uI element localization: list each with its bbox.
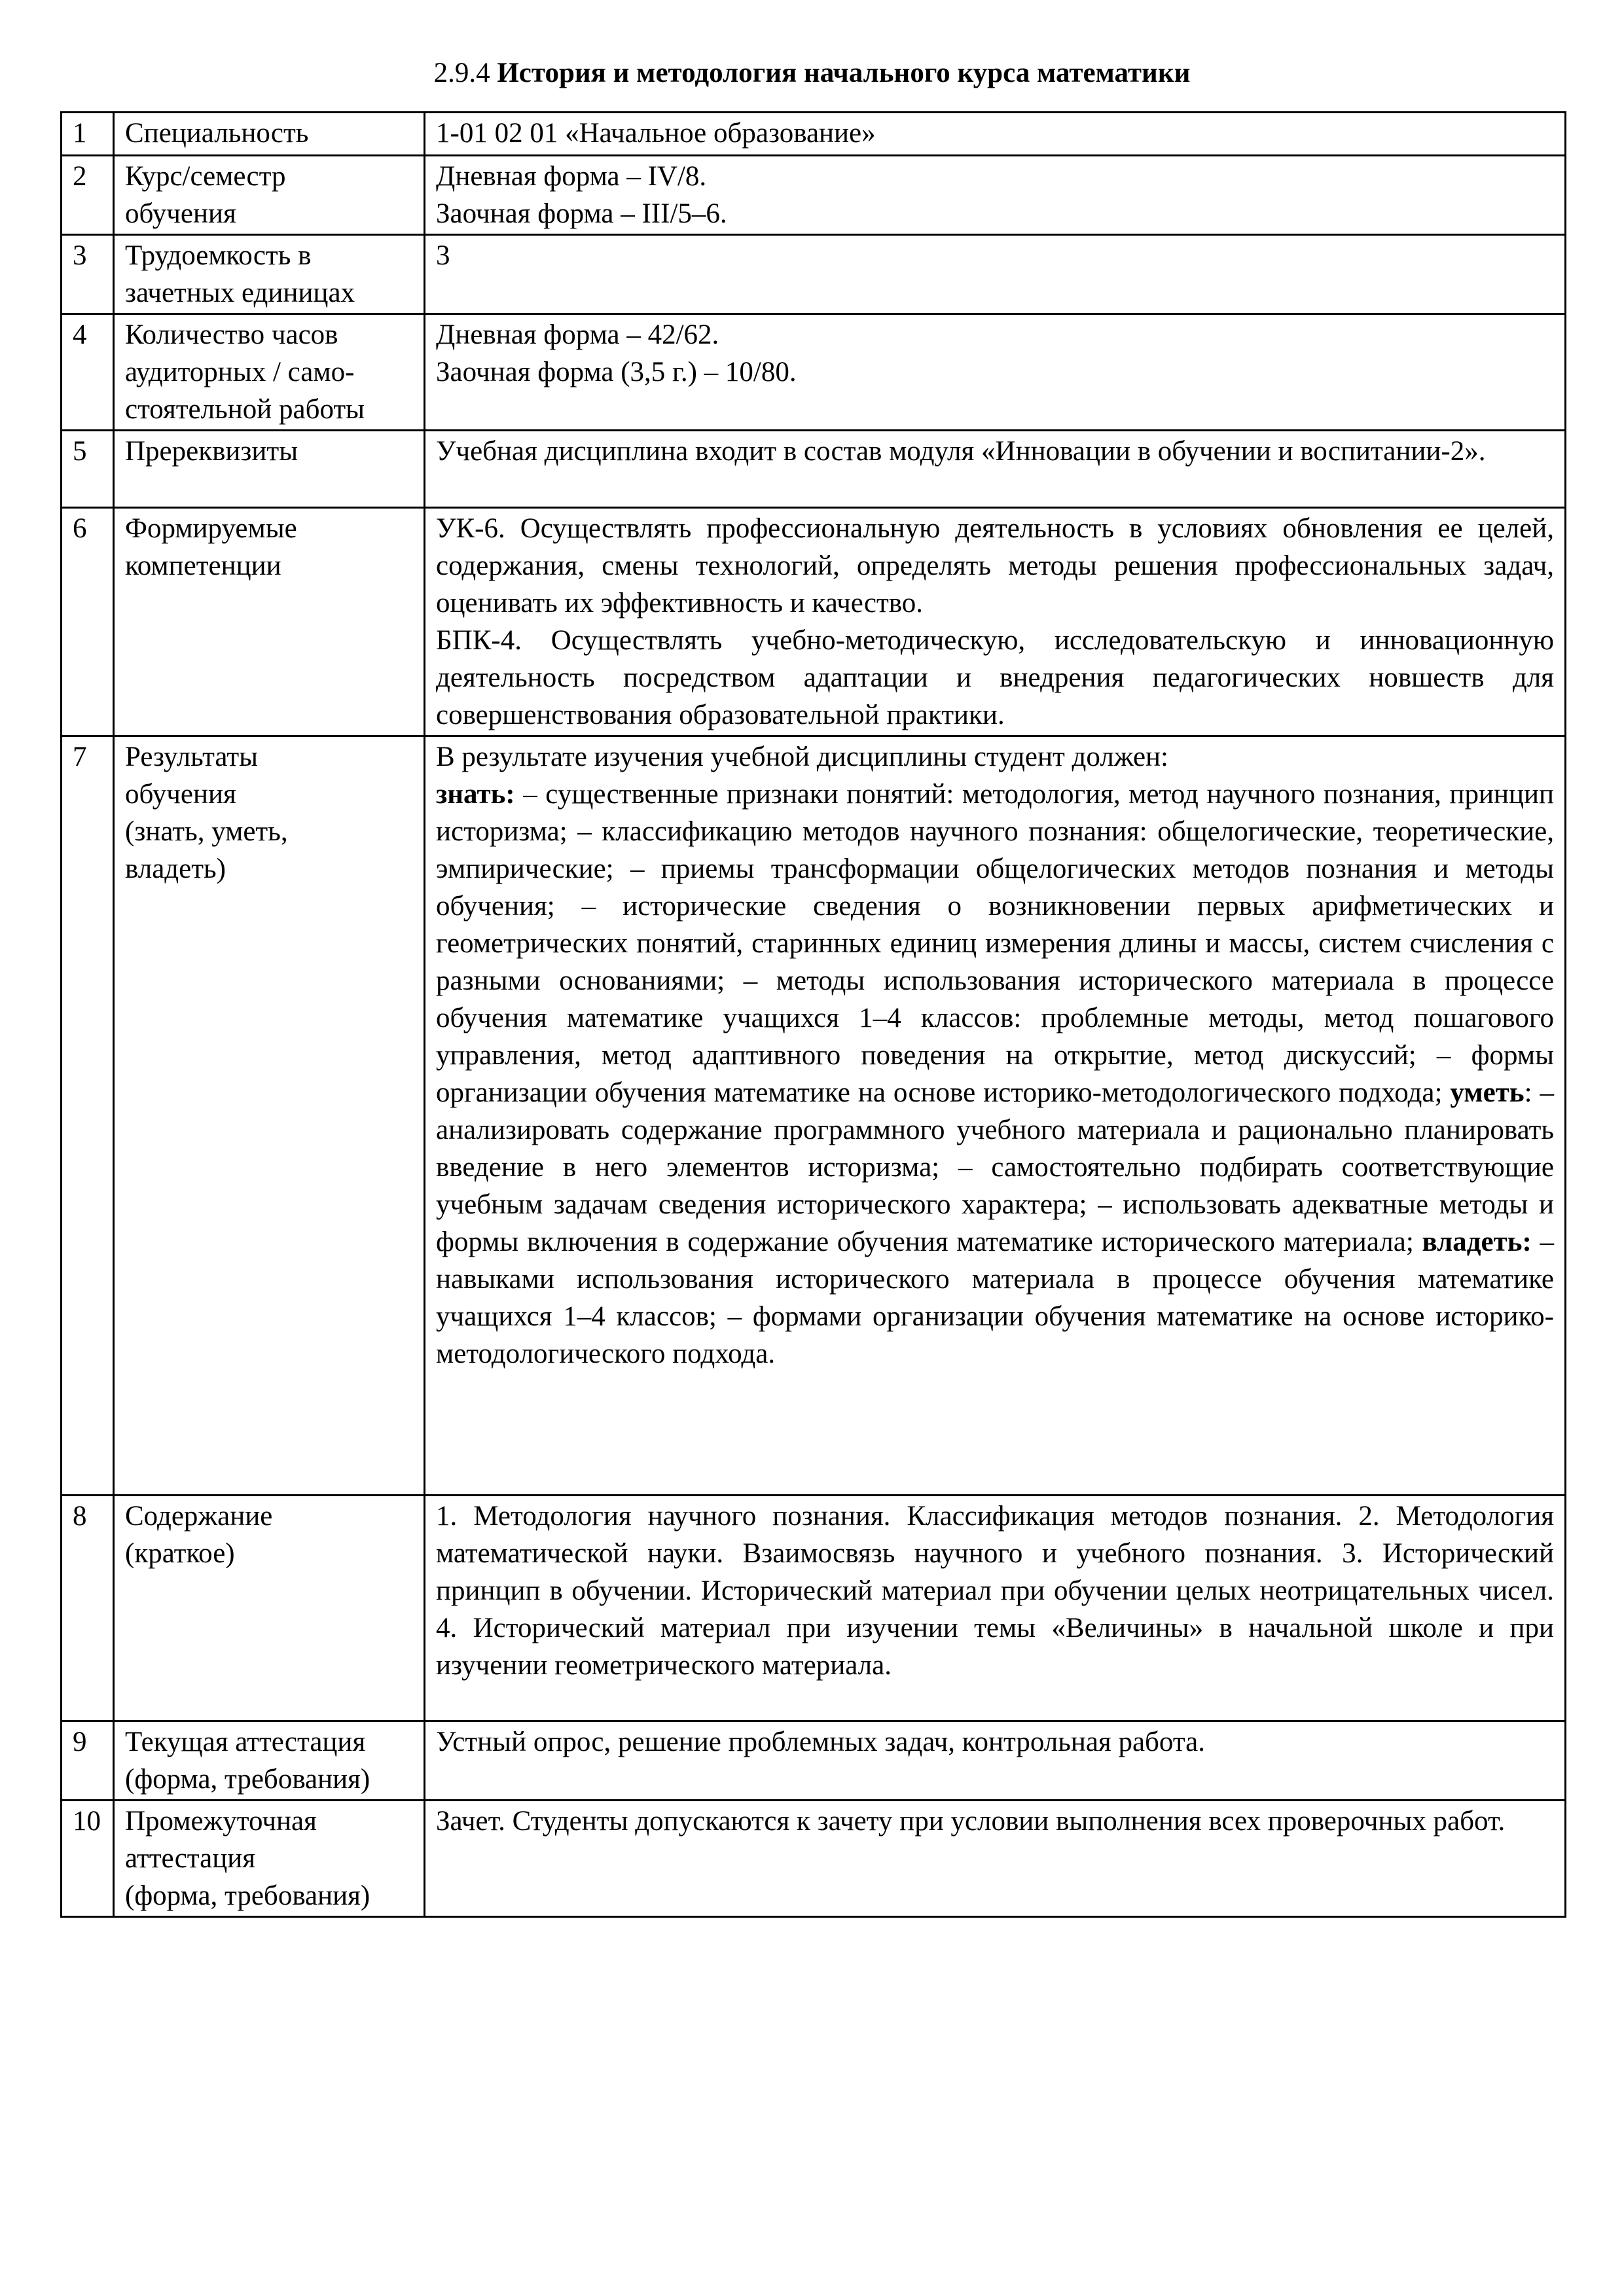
row-number: 1	[62, 113, 114, 156]
row-label-line: Курс/семестр	[125, 161, 286, 192]
know-text: – существенные признаки понятий: методология, метод научного познания, принцип историзма; – классификацию методов научного познания: общелогические, теоретические, эмпирические; – приемы трансформации общелогических методов познания и методы обучения; – исторические сведения о возникновении первых арифметических и геометрических понятий, старинных единиц измерения длины и массы, систем счисления с разными основаниями; – методы использования исторического материала в процессе обучения математике учащихся 1–4 классов: проблемные методы, метод пошагового управления, метод адаптивного поведения на открытие, метод дискуссий; – формы организации обучения математике на основе историко-методологического подхода;	[436, 779, 1554, 1108]
row-number: 10	[62, 1801, 114, 1917]
row-value-paragraph: УК-6. Осуществлять профессиональную деятельность в условиях обновления ее целей, содержания, смены технологий, определять методы решения профессиональных задач, оценивать их эффективность и качество.	[436, 513, 1554, 619]
row-label-line: Количество часов	[125, 319, 338, 350]
table-row	[62, 235, 1566, 314]
row-value	[425, 235, 1566, 314]
row-label-line: (знать, уметь,	[125, 816, 288, 847]
row-label-line: владеть)	[125, 853, 226, 884]
own-text: – навыками использования исторического материала в процессе обучения математике учащихся 1–4 классов; – формами организации обучения математике на основе историко-методологического подхода.	[436, 1227, 1555, 1369]
row-label	[114, 1721, 425, 1801]
own-label: владеть:	[1422, 1227, 1532, 1257]
row-value	[425, 508, 1566, 736]
row-value-paragraph: 1. Методология научного познания. Классификация методов познания. 2. Методология математической науки. Взаимосвязь научного и учебного познания. 3. Исторический принцип в обучении. Исторический материал при обучении целых неотрицательных чисел. 4. Исторический материал при изучении темы «Величины» в начальной школе и при изучении геометрического материала.	[436, 1501, 1554, 1681]
row-label	[114, 1801, 425, 1917]
section-number: 2.9.4	[433, 58, 490, 88]
row-number: 3	[62, 235, 114, 314]
row-label-line: Содержание	[125, 1501, 273, 1532]
row-label-line: Текущая аттестация	[125, 1727, 366, 1757]
row-value	[425, 113, 1566, 156]
row-number: 8	[62, 1496, 114, 1721]
row-value	[425, 431, 1566, 508]
table-row	[62, 1496, 1566, 1721]
row-number: 5	[62, 431, 114, 508]
row-label-line: Промежуточная	[125, 1806, 317, 1837]
row-label-line: аттестация	[125, 1843, 256, 1874]
table-row	[62, 1801, 1566, 1917]
row-label-line: Трудоемкость в	[125, 240, 312, 271]
table-row	[62, 508, 1566, 736]
table-row	[62, 314, 1566, 431]
learning-outcomes-intro: В результате изучения учебной дисциплины студент должен:	[436, 742, 1169, 772]
row-label	[114, 156, 425, 235]
row-value-line: Дневная форма – 42/62.	[436, 319, 719, 350]
know-label: знать:	[436, 779, 515, 810]
row-label-line: компетенции	[125, 550, 281, 581]
row-value-line: Дневная форма – IV/8.	[436, 161, 707, 192]
table-row	[62, 736, 1566, 1496]
table-row	[62, 1721, 1566, 1801]
table-row	[62, 431, 1566, 508]
row-label-line: Формируемые	[125, 513, 297, 544]
row-value-line: 3	[436, 240, 450, 271]
row-number: 7	[62, 736, 114, 1496]
row-label	[114, 736, 425, 1496]
section-title: История и методология начального курса математики	[497, 58, 1191, 88]
row-label	[114, 314, 425, 431]
row-value	[425, 1496, 1566, 1721]
row-label-line: (форма, требования)	[125, 1764, 370, 1795]
row-label-line: аудиторных / само-	[125, 357, 355, 387]
row-value	[425, 1801, 1566, 1917]
row-number: 4	[62, 314, 114, 431]
row-label	[114, 431, 425, 508]
table-row	[62, 156, 1566, 235]
row-label	[114, 235, 425, 314]
row-number: 6	[62, 508, 114, 736]
row-value-line: Заочная форма (3,5 г.) – 10/80.	[436, 357, 797, 387]
row-value-line: Заочная форма – III/5–6.	[436, 198, 727, 229]
can-label: уметь	[1450, 1077, 1525, 1108]
row-label-line: Результаты	[125, 742, 259, 772]
row-label	[114, 113, 425, 156]
table-row	[62, 113, 1566, 156]
row-value	[425, 314, 1566, 431]
row-number: 9	[62, 1721, 114, 1801]
can-text: : – анализировать содержание программного учебного материала и рационально планировать введение в него элементов историзма; – самостоятельно подбирать соответствующие учебным задачам сведения исторического характера; – использовать адекватные методы и формы включения в содержание обучения математике исторического материала;	[436, 1077, 1554, 1257]
row-label-line: (форма, требования)	[125, 1880, 370, 1911]
row-label-line: (краткое)	[125, 1538, 235, 1569]
row-value	[425, 1721, 1566, 1801]
row-value	[425, 736, 1566, 1496]
row-label-line: обучения	[125, 779, 236, 810]
row-label-line: обучения	[125, 198, 236, 229]
row-value-line: Зачет. Студенты допускаются к зачету при условии выполнения всех проверочных работ.	[436, 1806, 1506, 1837]
row-number: 2	[62, 156, 114, 235]
row-label-line: Специальность	[125, 118, 309, 149]
row-value-line: 1-01 02 01 «Начальное образование»	[436, 118, 876, 149]
row-value-line: Учебная дисциплина входит в состав модуля «Инновации в обучении и воспитании-2».	[436, 436, 1486, 467]
row-label	[114, 1496, 425, 1721]
section-heading	[0, 54, 1624, 93]
row-label-line: стоятельной работы	[125, 394, 365, 425]
row-label	[114, 508, 425, 736]
row-value	[425, 156, 1566, 235]
row-label-line: Пререквизиты	[125, 436, 298, 467]
learning-outcomes-body	[436, 776, 1554, 1372]
row-label-line: зачетных единицах	[125, 278, 355, 308]
row-value-paragraph: БПК-4. Осуществлять учебно-методическую, исследовательскую и инновационную деятельность посредством адаптации и внедрения педагогических новшеств для совершенствования образовательной практики.	[436, 625, 1554, 730]
discipline-info-table	[60, 111, 1566, 1918]
row-value-line: Устный опрос, решение проблемных задач, контрольная работа.	[436, 1727, 1206, 1757]
